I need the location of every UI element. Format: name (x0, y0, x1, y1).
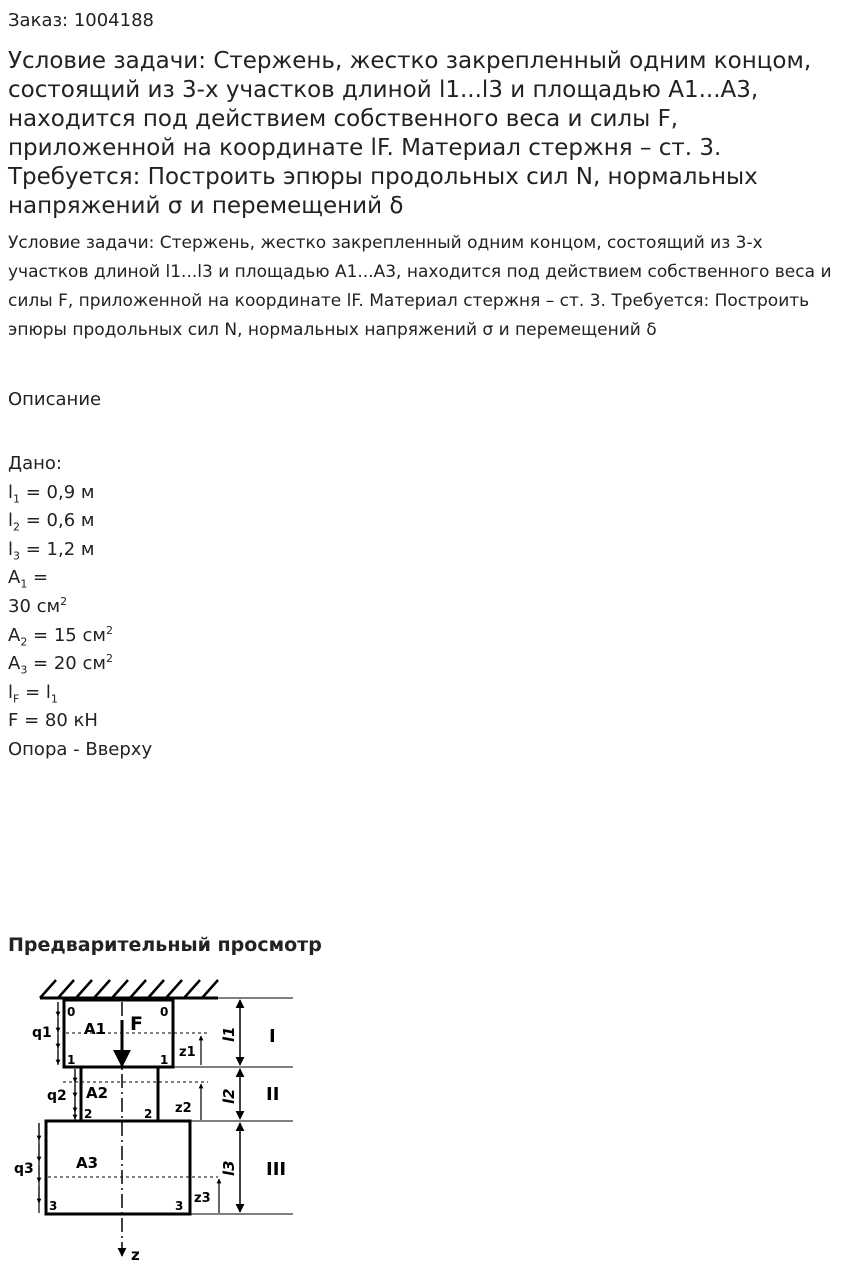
order-number: Заказ: 1004188 (8, 10, 154, 31)
section-0-right: 0 (160, 1005, 169, 1019)
z-axis-label: z (131, 1246, 140, 1264)
z1-label: z1 (179, 1045, 196, 1060)
segment-3-numeral: III (266, 1159, 287, 1180)
description-section-label: Описание (8, 389, 102, 410)
preview-diagram (8, 970, 300, 1270)
l1-label: l1 (220, 1026, 238, 1042)
section-1-left: 1 (67, 1053, 76, 1067)
given-force: F = 80 кН (8, 710, 98, 732)
fixed-support (40, 980, 218, 998)
a3-label: A3 (76, 1154, 99, 1172)
page-title: Условие задачи: Стержень, жестко закрепленный одним концом, состоящий из 3-х участков длиной l1...l3 и площадью A1...A3, находится под действием собственного веса и силы F, приложенной на координате lF. Материал стержня – ст. 3. Требуется: Построить эпюры продольных сил N, нормальных напряжений σ и перемещений δ (8, 48, 812, 219)
given-l1: $l_1 = 0,9$ м (8, 481, 95, 506)
task-description: Условие задачи: Стержень, жестко закрепленный одним концом, состоящий из 3-х участков длиной l1...l3 и площадью A1...A3, находится под действием собственного веса и силы F, приложенной на координате lF. Материал стержня – ст. 3. Требуется: Построить эпюры продольных сил N, нормальных напряжений σ и перемещений δ (8, 233, 832, 340)
given-a2: $A_2 = 15$ $см^2$ (8, 623, 113, 649)
force-label: F (130, 1013, 143, 1035)
q2-label: q2 (47, 1088, 67, 1104)
given-lf: $l_F = l_1$ (8, 681, 58, 706)
preview-heading: Предварительный просмотр (8, 934, 322, 956)
q1-label: q1 (32, 1025, 52, 1041)
l3-label: l3 (220, 1160, 238, 1176)
given-l3: $l_3 = 1,2$ м (8, 538, 95, 563)
section-0-left: 0 (67, 1005, 76, 1019)
segment-1-numeral: I (269, 1026, 276, 1047)
given-l2: $l_2 = 0,6$ м (8, 510, 95, 534)
section-1-right: 1 (160, 1053, 169, 1067)
given-support: Опора - Вверху (8, 738, 153, 760)
section-2-right: 2 (144, 1107, 153, 1121)
given-a3: $A_3 = 20$ $см^2$ (8, 652, 113, 677)
segment-3-rect (46, 1121, 190, 1214)
given-a1: $A_1$ = (8, 567, 49, 591)
a1-label: A1 (84, 1020, 107, 1038)
a2-label: A2 (86, 1084, 109, 1102)
given-heading: Дано: (8, 453, 62, 474)
l2-label: l2 (220, 1088, 238, 1104)
section-3-left: 3 (49, 1199, 58, 1213)
given-a1-value: 30 $см^2$ (8, 594, 68, 617)
segment-2-numeral: II (266, 1084, 280, 1105)
given-data (8, 450, 152, 765)
section-3-right: 3 (175, 1199, 184, 1213)
z2-label: z2 (175, 1101, 192, 1116)
z3-label: z3 (194, 1191, 211, 1206)
section-2-left: 2 (84, 1107, 93, 1121)
q3-label: q3 (14, 1161, 34, 1177)
